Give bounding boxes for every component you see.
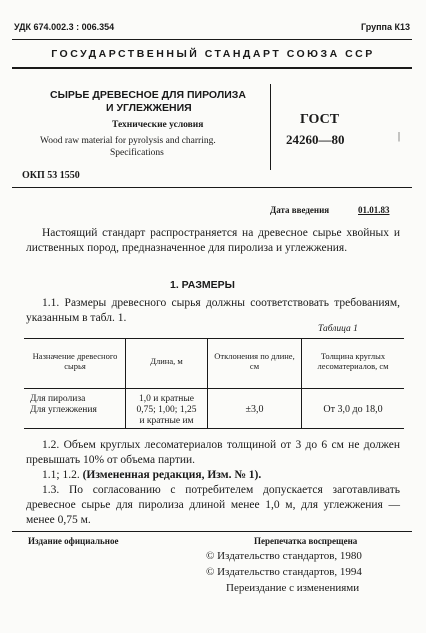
udk-code: УДК 674.002.3 : 006.354 xyxy=(14,22,115,32)
intro-date-label: Дата введения xyxy=(270,205,330,215)
table-rule-header xyxy=(24,388,404,389)
intro-paragraph: Настоящий стандарт распространяется на древесное сырье хвойных и лиственных пород, предназначенное для пиролиза и углежжения. xyxy=(26,227,400,254)
table-cell-purpose-pyrolysis: Для пиролиза xyxy=(30,394,86,404)
okp-code: ОКП 53 1550 xyxy=(22,170,80,181)
table-header-purpose: Назначение древесного сырья xyxy=(32,351,118,371)
paragraph-1-1: 1.1. Размеры древесного сырья должны соответствовать требованиям, указанным в табл. 1. xyxy=(26,297,400,324)
table-col-divider xyxy=(125,338,126,428)
table-cell-length-line2: 0,75; 1,00; 1,25 xyxy=(136,405,197,415)
header-rule-top xyxy=(12,39,412,40)
document-subtitle: Технические условия xyxy=(112,120,204,130)
reprint-notice: Перепечатка воспрещена xyxy=(254,536,358,546)
english-title-line2: Specifications xyxy=(110,148,164,158)
table-col-divider xyxy=(207,338,208,428)
table-cell-deviation: ±3,0 xyxy=(245,404,264,415)
paragraph-1-2: 1.2. Объем круглых лесоматериалов толщиной от 3 до 6 см не должен превышать 10% от объема партии. xyxy=(26,439,400,466)
table-cell-length-line3: и кратные им xyxy=(139,416,194,426)
change-note-clauses: 1.1; 1.2. xyxy=(42,469,80,481)
official-edition: Издание официальное xyxy=(28,536,119,546)
title-divider xyxy=(270,84,271,170)
table-rule-bottom xyxy=(24,428,404,429)
copyright-1994: © Издательство стандартов, 1994 xyxy=(206,566,362,578)
table-rule-top xyxy=(24,338,404,339)
table-cell-length-line1: 1,0 и кратные xyxy=(139,394,194,404)
table-header-deviation: Отклонения по длине, см xyxy=(214,351,295,371)
table-label: Таблица 1 xyxy=(318,324,358,334)
table-header-length: Длина, м xyxy=(150,356,183,366)
document-title-line2: И УГЛЕЖЖЕНИЯ xyxy=(106,102,192,114)
copyright-1980: © Издательство стандартов, 1980 xyxy=(206,550,362,562)
gost-label: ГОСТ xyxy=(300,112,340,127)
margin-mark: | xyxy=(398,131,401,142)
section-heading: 1. РАЗМЕРЫ xyxy=(170,279,235,291)
header-rule-thick xyxy=(12,67,412,69)
reissue-note: Переиздание с изменениями xyxy=(226,582,360,594)
standard-title: ГОСУДАРСТВЕННЫЙ СТАНДАРТ СОЮЗА ССР xyxy=(51,48,375,60)
change-note xyxy=(42,468,400,483)
document-title-line1: СЫРЬЕ ДРЕВЕСНОЕ ДЛЯ ПИРОЛИЗА xyxy=(50,89,246,101)
table-cell-purpose-charring: Для углежжения xyxy=(30,405,97,415)
title-rule-bottom xyxy=(12,187,412,188)
table-col-divider xyxy=(301,338,302,428)
gost-number: 24260—80 xyxy=(286,132,345,147)
paragraph-1-3: 1.3. По согласованию с потребителем допускается заготавливать древесное сырье для пиролиза длиной менее 1,0 м, для углежжения — менее 0,75 м. xyxy=(26,484,400,526)
table-cell-thickness: От 3,0 до 18,0 xyxy=(323,404,383,415)
english-title-line1: Wood raw material for pyrolysis and charring. xyxy=(40,136,216,146)
group-code: Группа К13 xyxy=(360,22,410,32)
intro-date-value: 01.01.83 xyxy=(358,205,390,215)
table-header-thickness: Толщина круглых лесоматериалов, см xyxy=(317,351,389,371)
footer-rule xyxy=(12,531,412,532)
change-note-label: (Измененная редакция, Изм. № 1). xyxy=(82,469,262,481)
